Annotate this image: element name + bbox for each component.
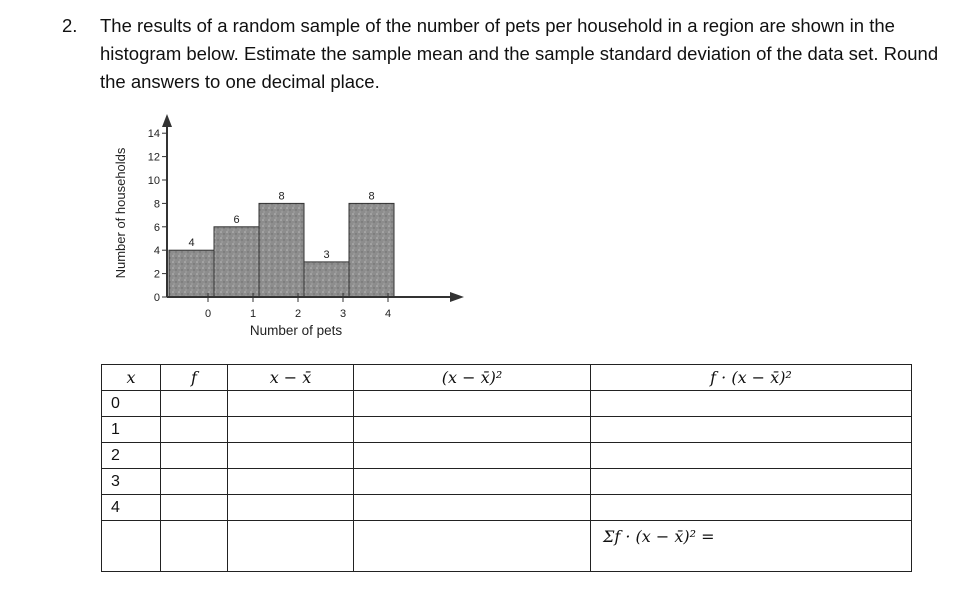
x-cell: 3 <box>102 469 161 495</box>
x-tick-label: 0 <box>204 308 212 320</box>
histogram-bar <box>304 262 349 297</box>
header-x: x <box>102 365 161 391</box>
histogram-bar <box>169 250 214 297</box>
f-cell[interactable] <box>161 469 228 495</box>
dev-cell[interactable] <box>228 495 354 521</box>
dev-sq-cell[interactable] <box>354 443 591 469</box>
x-cell: 4 <box>102 495 161 521</box>
table-row <box>102 443 912 469</box>
bar-value-label: 6 <box>233 213 240 226</box>
work-table <box>101 364 912 572</box>
table-row <box>102 391 912 417</box>
bar-value-label: 8 <box>278 190 285 203</box>
dev-sq-cell[interactable] <box>354 495 591 521</box>
y-axis-arrow <box>162 114 172 127</box>
histogram-bars <box>169 203 394 297</box>
table-header-row <box>102 365 912 391</box>
x-tick-label: 4 <box>384 308 392 320</box>
dev-cell[interactable] <box>228 391 354 417</box>
header-f: f <box>161 365 228 391</box>
bar-value-label: 8 <box>368 190 375 203</box>
y-tick-label: 4 <box>153 245 160 258</box>
histogram-bar <box>214 227 259 297</box>
y-tick-label: 0 <box>153 292 160 304</box>
empty-cell <box>102 521 161 572</box>
empty-cell <box>354 521 591 572</box>
bar-value-label: 4 <box>188 237 195 250</box>
bar-value-label: 3 <box>323 248 330 261</box>
x-tick-label: 3 <box>339 308 347 320</box>
empty-cell <box>228 521 354 572</box>
weighted-cell[interactable] <box>591 443 912 469</box>
f-cell[interactable] <box>161 443 228 469</box>
dev-sq-cell[interactable] <box>354 469 591 495</box>
histogram <box>100 105 480 345</box>
histogram-bar <box>349 203 394 297</box>
table-row <box>102 469 912 495</box>
x-tick-label: 2 <box>294 308 302 320</box>
x-tick-label: 1 <box>249 308 257 320</box>
x-axis-arrow <box>450 292 464 302</box>
y-axis-label: Number of households <box>113 147 128 279</box>
question-number: 2. <box>62 15 78 36</box>
weighted-cell[interactable] <box>591 417 912 443</box>
table-sum-row <box>102 521 912 572</box>
question-text: The results of a random sample of the number of pets per household in a region are shown in the histogram below. Estimate the sample mean and the sample standard deviation of the data set. Round the answers to one decimal place. <box>100 15 939 92</box>
dev-cell[interactable] <box>228 417 354 443</box>
table-row <box>102 495 912 521</box>
f-sum-cell[interactable] <box>161 521 228 572</box>
table-row <box>102 417 912 443</box>
y-tick-label: 8 <box>153 198 160 211</box>
y-tick-label: 10 <box>147 175 160 187</box>
y-tick-label: 14 <box>147 128 160 141</box>
sum-label: Σf · (x − x̄)² = <box>591 521 912 572</box>
y-tick-label: 6 <box>153 221 160 234</box>
header-deviation: x − x̄ <box>228 365 354 391</box>
dev-cell[interactable] <box>228 469 354 495</box>
f-cell[interactable] <box>161 495 228 521</box>
header-deviation-squared: (x − x̄)² <box>354 365 591 391</box>
weighted-cell[interactable] <box>591 495 912 521</box>
header-weighted-squared: f · (x − x̄)² <box>591 365 912 391</box>
weighted-cell[interactable] <box>591 469 912 495</box>
y-ticks <box>148 128 167 304</box>
dev-sq-cell[interactable] <box>354 391 591 417</box>
histogram-bar <box>259 203 304 297</box>
x-cell: 2 <box>102 443 161 469</box>
dev-cell[interactable] <box>228 443 354 469</box>
f-cell[interactable] <box>161 391 228 417</box>
weighted-cell[interactable] <box>591 391 912 417</box>
x-cell: 1 <box>102 417 161 443</box>
y-tick-label: 12 <box>147 151 160 164</box>
dev-sq-cell[interactable] <box>354 417 591 443</box>
y-tick-label: 2 <box>153 268 160 281</box>
f-cell[interactable] <box>161 417 228 443</box>
x-cell: 0 <box>102 391 161 417</box>
x-axis-label: Number of pets <box>249 323 343 338</box>
